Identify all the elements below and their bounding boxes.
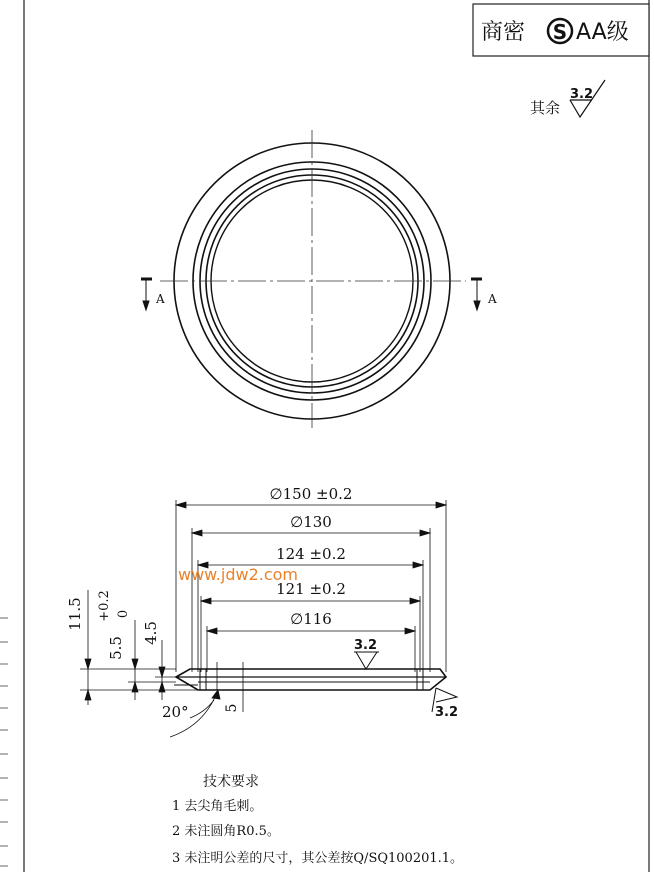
edge-ticks [0,618,8,866]
watermark: www.jdw2.com [178,565,298,584]
dim-angle: 20° [162,703,189,721]
dim-h4-5: 4.5 [142,621,160,645]
roughness-top-face-icon [354,652,379,669]
section-marker-right [471,279,482,310]
dim-h11-5: 11.5 [66,597,84,631]
section-view [174,669,446,690]
classification-text-left: 商密 [481,20,526,45]
section-label-right: A [488,292,497,306]
dim-124: 124 ±0.2 [276,545,346,563]
tech-requirement-3: 3 未注明公差的尺寸，其公差按Q/SQ100201.1。 [172,851,464,866]
svg-text:S: S [552,20,568,44]
dim-d116: ∅116 [290,610,332,628]
top-view [160,130,466,428]
classification-text-right: AA级 [576,20,629,45]
section-marker-left [141,279,152,310]
dim-d150: ∅150 ±0.2 [269,485,353,503]
roughness-note-prefix: 其余 [530,99,561,117]
dimension-lines [80,500,446,737]
dim-d130: ∅130 [290,513,332,531]
roughness-top-face-value: 3.2 [354,638,378,653]
tech-requirements-heading: 技术要求 [203,774,259,790]
roughness-general-value: 3.2 [570,87,594,102]
roughness-chamfer-value: 3.2 [435,705,459,720]
dim-h5-5: 5.5 [107,636,125,660]
section-label-left: A [156,292,165,306]
dim-121: 121 ±0.2 [276,580,346,598]
dim-tol-upper: +0.2 [97,590,112,622]
tech-requirement-1: 1 去尖角毛刺。 [172,799,263,814]
dim-tol-lower: 0 [116,609,131,619]
tech-requirement-2: 2 未注圆角R0.5。 [172,824,280,839]
dim-w5: 5 [224,703,240,713]
